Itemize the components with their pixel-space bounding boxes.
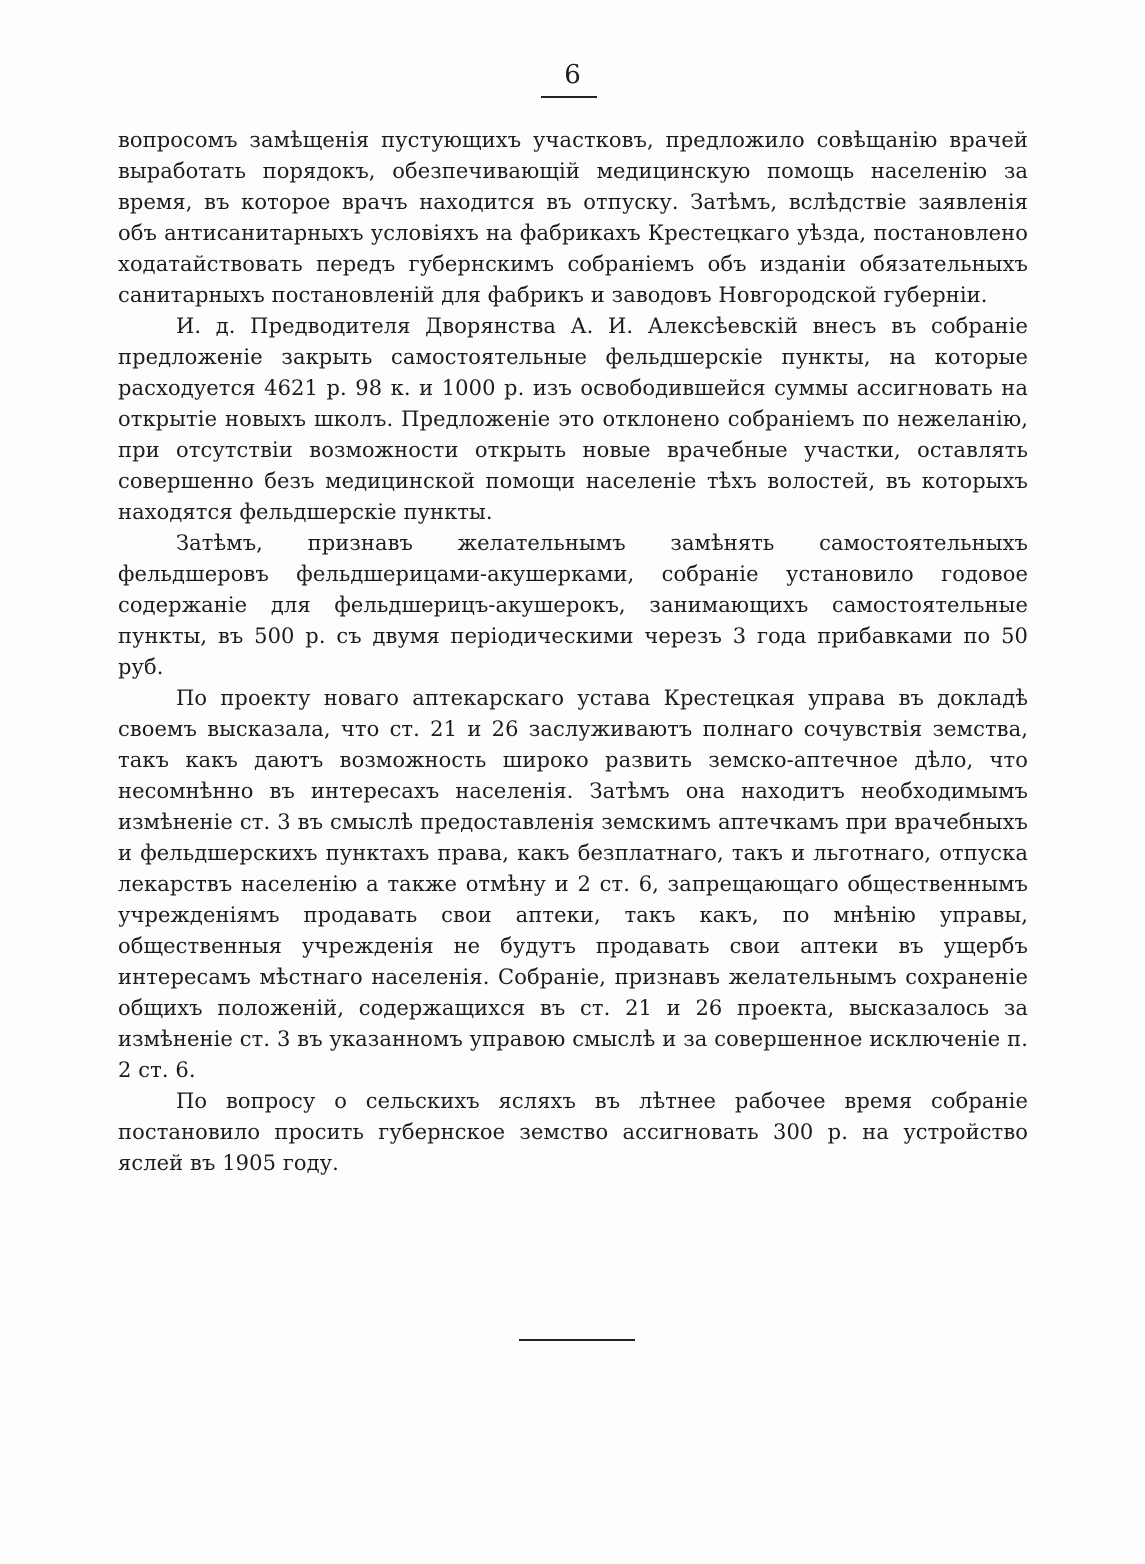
page-number: 6	[564, 60, 581, 90]
paragraph-4: По проекту новаго аптекарскаго устава Крестецкая управа въ докладѣ своемъ высказала, что ст. 21 и 26 заслуживаютъ полнаго сочувствія земства, такъ какъ даютъ возможность широко развить земско-аптечное дѣло, что несомнѣнно въ интересахъ населенія. Затѣмъ она находитъ необходимымъ измѣненіе ст. 3 въ смыслѣ предоставленія земскимъ аптечкамъ при врачебныхъ и фельдшерскихъ пунктахъ права, какъ безплатнаго, такъ и льготнаго, отпуска лекарствъ населенію а также отмѣну и 2 ст. 6, запрещающаго общественнымъ учрежденіямъ продавать свои аптеки, такъ какъ, по мнѣнію управы, общественныя учрежденія не будутъ продавать свои аптеки въ ущербъ интересамъ мѣстнаго населенія. Собраніе, признавъ желательнымъ сохраненіе общихъ положеній, содержащихся въ ст. 21 и 26 проекта, высказалось за измѣненіе ст. 3 въ указанномъ управою смыслѣ и за совершенное исключеніе п. 2 ст. 6.	[118, 686, 1028, 1082]
header-rule	[541, 96, 597, 98]
body-text	[118, 125, 1028, 1179]
paragraph-3: Затѣмъ, признавъ желательнымъ замѣнять самостоятельныхъ фельдшеровъ фельдшерицами-акушерками, собраніе установило годовое содержаніе для фельдшерицъ-акушерокъ, занимающихъ самостоятельные пункты, въ 500 р. съ двумя періодическими черезъ 3 года прибавками по 50 руб.	[118, 531, 1028, 679]
paragraph-1: вопросомъ замѣщенія пустующихъ участковъ, предложило совѣщанію врачей выработать порядокъ, обезпечивающій медицинскую помощь населенію за время, въ которое врачъ находится въ отпуску. Затѣмъ, вслѣдствіе заявленія объ антисанитарныхъ условіяхъ на фабрикахъ Крестецкаго уѣзда, постановлено ходатайствовать передъ губернскимъ собраніемъ объ изданіи обязательныхъ санитарныхъ постановленій для фабрикъ и заводовъ Новгородской губерніи.	[118, 128, 1028, 307]
footer-rule	[519, 1339, 635, 1341]
paragraph-5: По вопросу о сельскихъ ясляхъ въ лѣтнее рабочее время собраніе постановило просить губернское земство ассигновать 300 р. на устройство яслей въ 1905 году.	[118, 1089, 1028, 1175]
paragraph-2: И. д. Предводителя Дворянства А. И. Алексѣевскій внесъ въ собраніе предложеніе закрыть самостоятельные фельдшерскіе пункты, на которые расходуется 4621 р. 98 к. и 1000 р. изъ освободившейся суммы ассигновать на открытіе новыхъ школъ. Предложеніе это отклонено собраніемъ по нежеланію, при отсутствіи возможности открыть новые врачебные участки, оставлять совершенно безъ медицинской помощи населеніе тѣхъ волостей, въ которыхъ находятся фельдшерскіе пункты.	[118, 314, 1028, 524]
